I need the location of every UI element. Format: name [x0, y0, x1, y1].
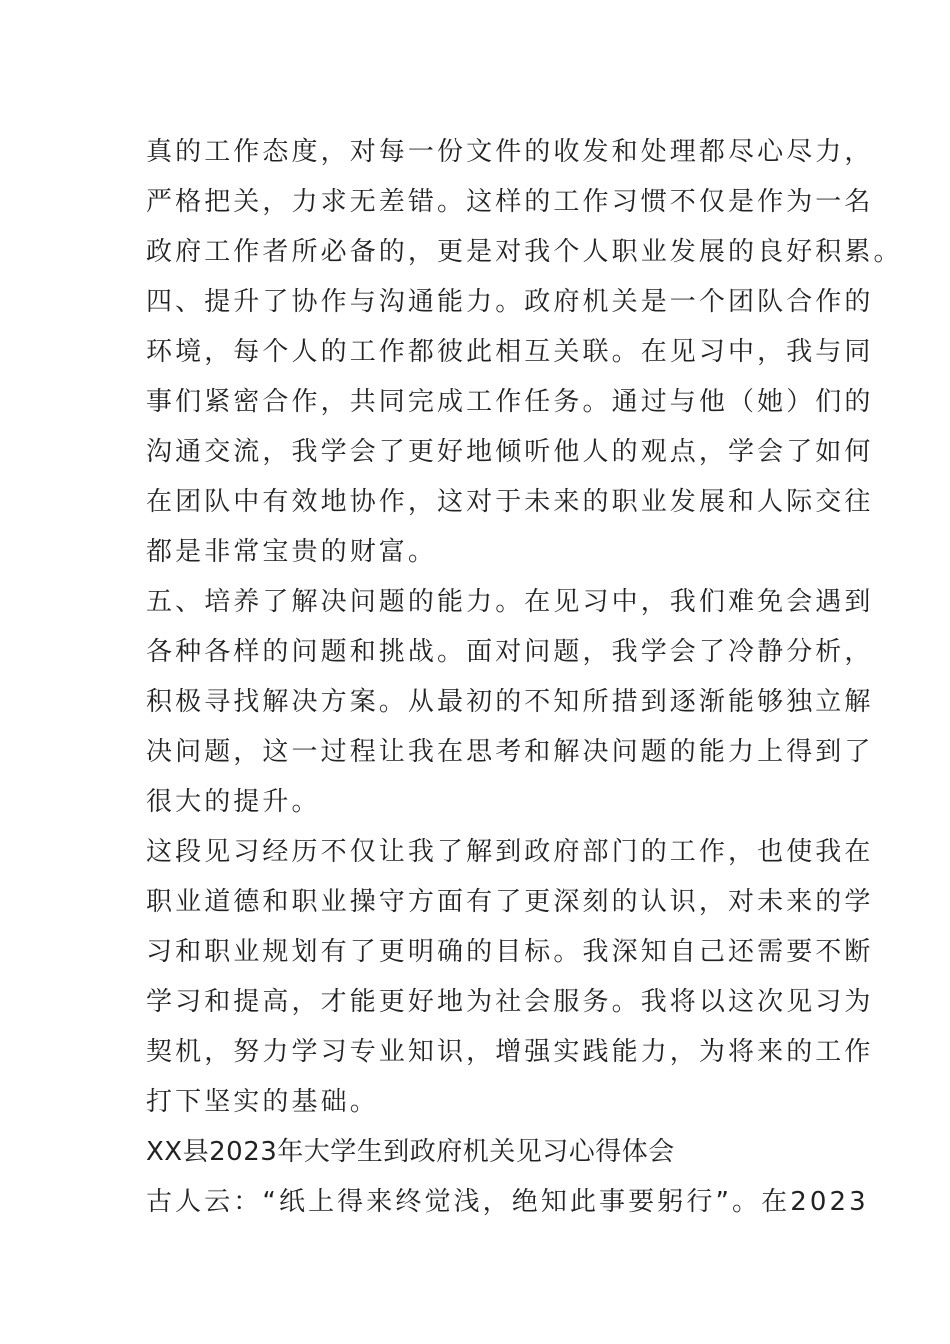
- text-line: 真的工作态度，对每一份文件的收发和处理都尽心尽力，: [146, 137, 874, 167]
- text-line: 习和职业规划有了更明确的目标。我深知自己还需要不断: [146, 937, 874, 967]
- text-line: 职业道德和职业操守方面有了更深刻的认识，对未来的学: [146, 887, 874, 917]
- text-line: 沟通交流，我学会了更好地倾听他人的观点，学会了如何: [146, 437, 874, 467]
- text-line: 打下坚实的基础。: [146, 1087, 379, 1117]
- document-body: [146, 127, 903, 1227]
- section-five-heading-line: 五、培养了解决问题的能力。在见习中，我们难免会遇到: [146, 587, 874, 617]
- text-line: 严格把关，力求无差错。这样的工作习惯不仅是作为一名: [146, 187, 874, 217]
- text-line: 古人云：“纸上得来终觉浅，绝知此事要躬行”。在2023: [146, 1187, 869, 1217]
- text-line: 各种各样的问题和挑战。面对问题，我学会了冷静分析，: [146, 637, 874, 667]
- text-line: 在团队中有效地协作，这对于未来的职业发展和人际交往: [146, 487, 874, 517]
- section-four-heading-line: 四、提升了协作与沟通能力。政府机关是一个团队合作的: [146, 287, 874, 317]
- text-line: 事们紧密合作，共同完成工作任务。通过与他（她）们的: [146, 387, 874, 417]
- text-line: 契机，努力学习专业知识，增强实践能力，为将来的工作: [146, 1037, 874, 1067]
- text-line: 决问题，这一过程让我在思考和解决问题的能力上得到了: [146, 737, 874, 767]
- article-title: XX县2023年大学生到政府机关见习心得体会: [146, 1137, 675, 1167]
- text-line: 学习和提高，才能更好地为社会服务。我将以这次见习为: [146, 987, 874, 1017]
- text-line: 都是非常宝贵的财富。: [146, 537, 438, 567]
- text-line: 政府工作者所必备的，更是对我个人职业发展的良好积累。: [146, 237, 903, 267]
- text-line: 环境，每个人的工作都彼此相互关联。在见习中，我与同: [146, 337, 874, 367]
- text-line: 很大的提升。: [146, 787, 321, 817]
- text-line: 这段见习经历不仅让我了解到政府部门的工作，也使我在: [146, 837, 874, 867]
- text-line: 积极寻找解决方案。从最初的不知所措到逐渐能够独立解: [146, 687, 874, 717]
